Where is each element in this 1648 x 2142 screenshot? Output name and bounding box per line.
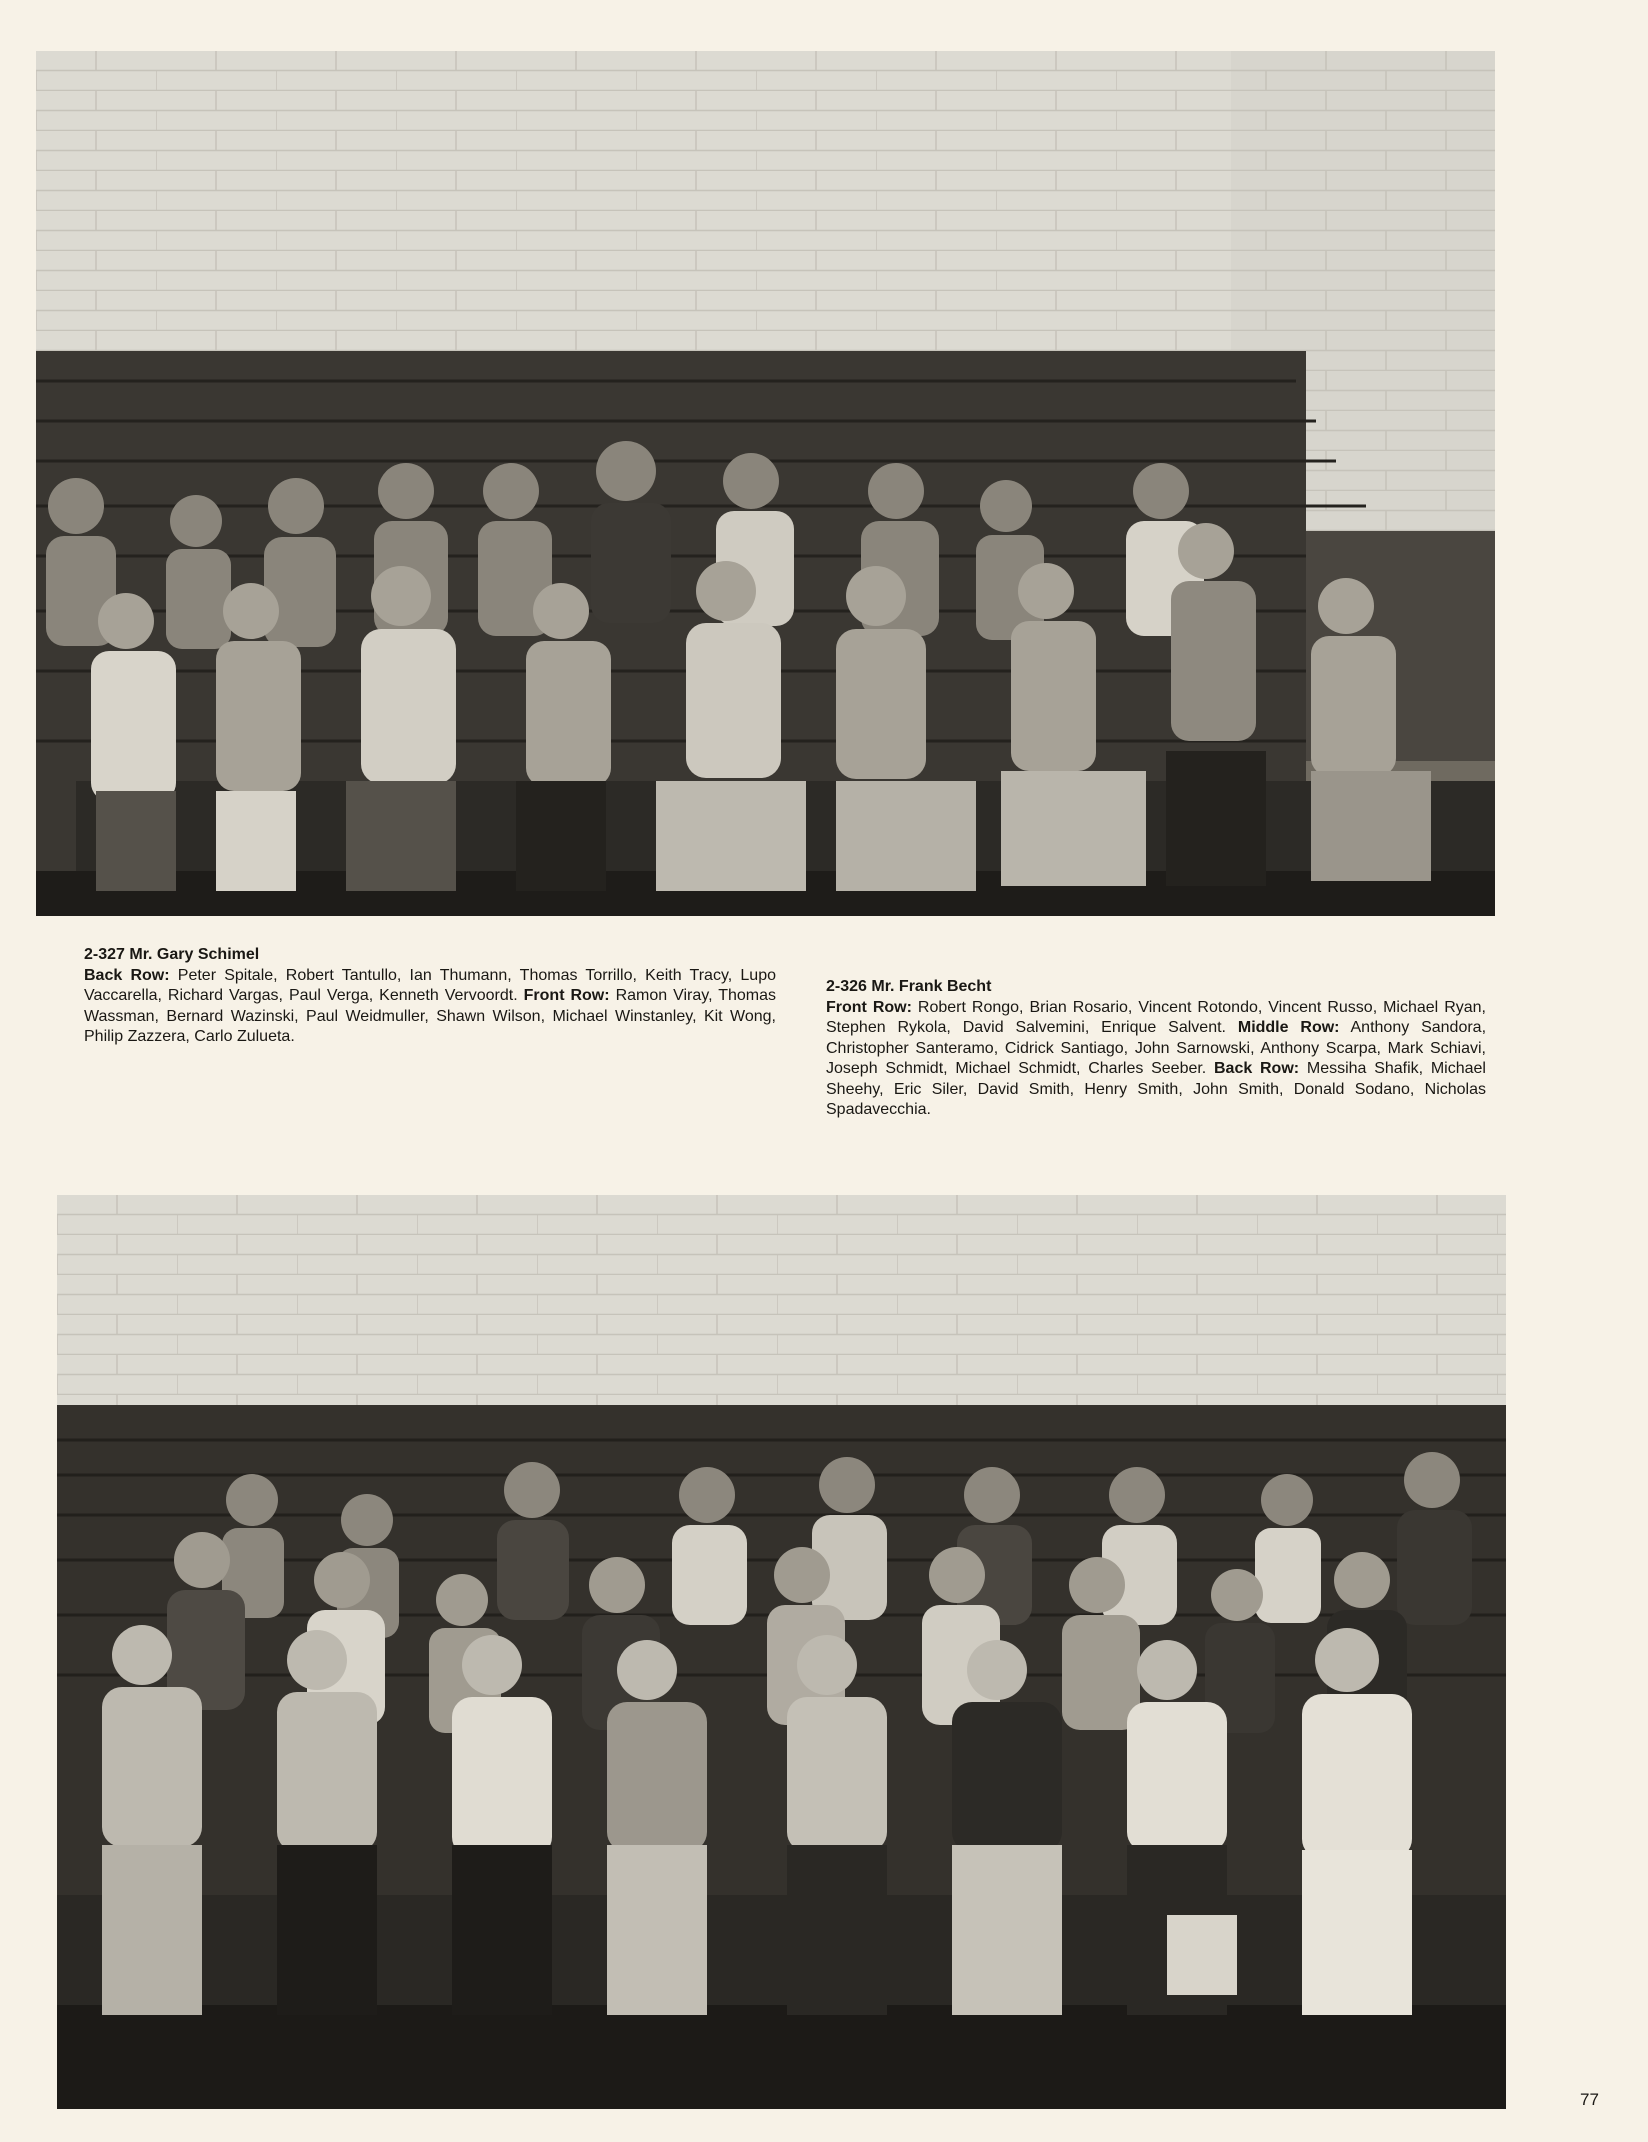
caption-2-327 <box>84 945 776 1048</box>
back-row-label: Back Row: <box>84 966 170 984</box>
middle-row-names: Anthony Sandora, Christopher Santeramo, Cidrick Santiago, John Sarnowski, Anthony Scarpa, Mark Schiavi, Joseph Schmidt, Michael Schmidt, Charles Seeber. <box>826 1019 1487 1077</box>
photo-bottom-image <box>57 1195 1506 2109</box>
back-row-names: Messiha Shafik, Michael Sheehy, Eric Siler, David Smith, Henry Smith, John Smith, Donald Sodano, Nicholas Spadavecchia. <box>826 1060 1486 1118</box>
caption-title: 2-326 Mr. Frank Becht <box>826 978 992 995</box>
front-row-label: Front Row: <box>523 987 610 1004</box>
front-row-names: Robert Rongo, Brian Rosario, Vincent Rotondo, Vincent Russo, Michael Ryan, Stephen Rykola, David Salvemini, Enrique Salvent. <box>826 998 1487 1036</box>
photo-top-image <box>36 51 1495 916</box>
back-row-label: Back Row: <box>1214 1060 1300 1077</box>
front-row-names: Ramon Viray, Thomas Wassman, Bernard Wazinski, Paul Weidmuller, Shawn Wilson, Michael Winstanley, Kit Wong, Philip Zazzera, Carlo Zulueta. <box>84 987 777 1045</box>
class-photo-2-326 <box>57 1195 1506 2109</box>
class-photo-2-327 <box>36 51 1495 916</box>
caption-2-326 <box>826 977 1486 1121</box>
back-row-names: Peter Spitale, Robert Tantullo, Ian Thumann, Thomas Torrillo, Keith Tracy, Lupo Vaccarella, Richard Vargas, Paul Verga, Kenneth Vervoordt. <box>84 966 776 1004</box>
middle-row-label: Middle Row: <box>1237 1019 1340 1036</box>
caption-title: 2-327 Mr. Gary Schimel <box>84 946 260 963</box>
page-number: 77 <box>1580 2090 1599 2109</box>
front-row-label: Front Row: <box>826 998 912 1016</box>
